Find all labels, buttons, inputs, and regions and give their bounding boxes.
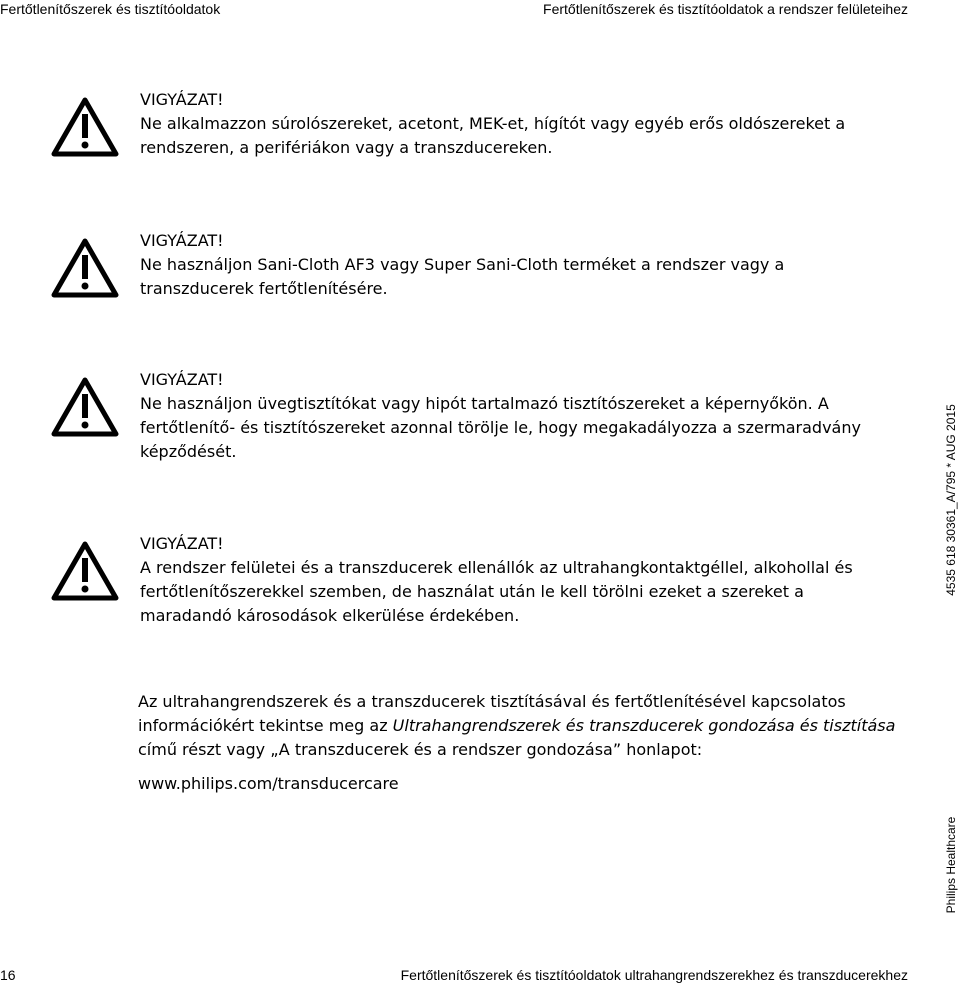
warning-block-1 xyxy=(50,88,880,160)
footer-page-number: 16 xyxy=(0,967,16,983)
warning-block-4 xyxy=(50,532,880,628)
info-text-italic: Ultrahangrendszerek és transzducerek gondozása és tisztítása xyxy=(392,716,896,735)
side-brand: Philips Healthcare xyxy=(944,816,958,914)
warning-text: Ne használjon Sani-Cloth AF3 vagy Super Sani-Cloth terméket a rendszer vagy a transzducerek fertőtlenítésére. xyxy=(140,255,785,298)
side-document-code: 4535 618 30361_A/795 * AUG 2015 xyxy=(944,404,958,596)
info-text xyxy=(138,690,898,762)
warning-icon xyxy=(50,96,120,158)
warning-text: Ne alkalmazzon súrolószereket, acetont, MEK-et, hígítót vagy egyéb erős oldószereket a rendszeren, a perifériákon vagy a transzducereken. xyxy=(140,114,846,157)
warning-icon xyxy=(50,237,120,299)
warning-title: VIGYÁZAT! xyxy=(140,534,224,553)
footer-title: Fertőtlenítőszerek és tisztítóoldatok ultrahangrendszerekhez és transzducerekhez xyxy=(400,967,908,983)
warning-title: VIGYÁZAT! xyxy=(140,231,224,250)
warning-block-2 xyxy=(50,229,880,301)
header-left: Fertőtlenítőszerek és tisztítóoldatok xyxy=(0,1,221,17)
info-url-link[interactable]: www.philips.com/transducercare xyxy=(138,774,399,793)
info-paragraph xyxy=(138,690,898,796)
warning-block-3 xyxy=(50,368,880,464)
warning-title: VIGYÁZAT! xyxy=(140,90,224,109)
warning-icon xyxy=(50,376,120,438)
warning-text: Ne használjon üvegtisztítókat vagy hipót tartalmazó tisztítószereket a képernyőkön. A fertőtlenítő- és tisztítószereket azonnal törölje le, hogy megakadályozza a szermaradvány képződését. xyxy=(140,394,861,461)
warning-icon xyxy=(50,540,120,602)
warning-text: A rendszer felületei és a transzducerek ellenállók az ultrahangkontaktgéllel, alkohollal és fertőtlenítőszerekkel szemben, de használat után le kell törölni ezeket a szereket a maradandó károsodások elkerülése érdekében. xyxy=(140,558,853,625)
info-text-part2: című részt vagy „A transzducerek és a rendszer gondozása” honlapot: xyxy=(138,740,703,759)
warning-title: VIGYÁZAT! xyxy=(140,370,224,389)
header-right: Fertőtlenítőszerek és tisztítóoldatok a rendszer felületeihez xyxy=(543,1,908,17)
info-text-part1: Az ultrahangrendszerek és a transzducerek tisztításával és fertőtlenítésével kapcsolatos információkért tekintse meg az xyxy=(138,692,846,735)
